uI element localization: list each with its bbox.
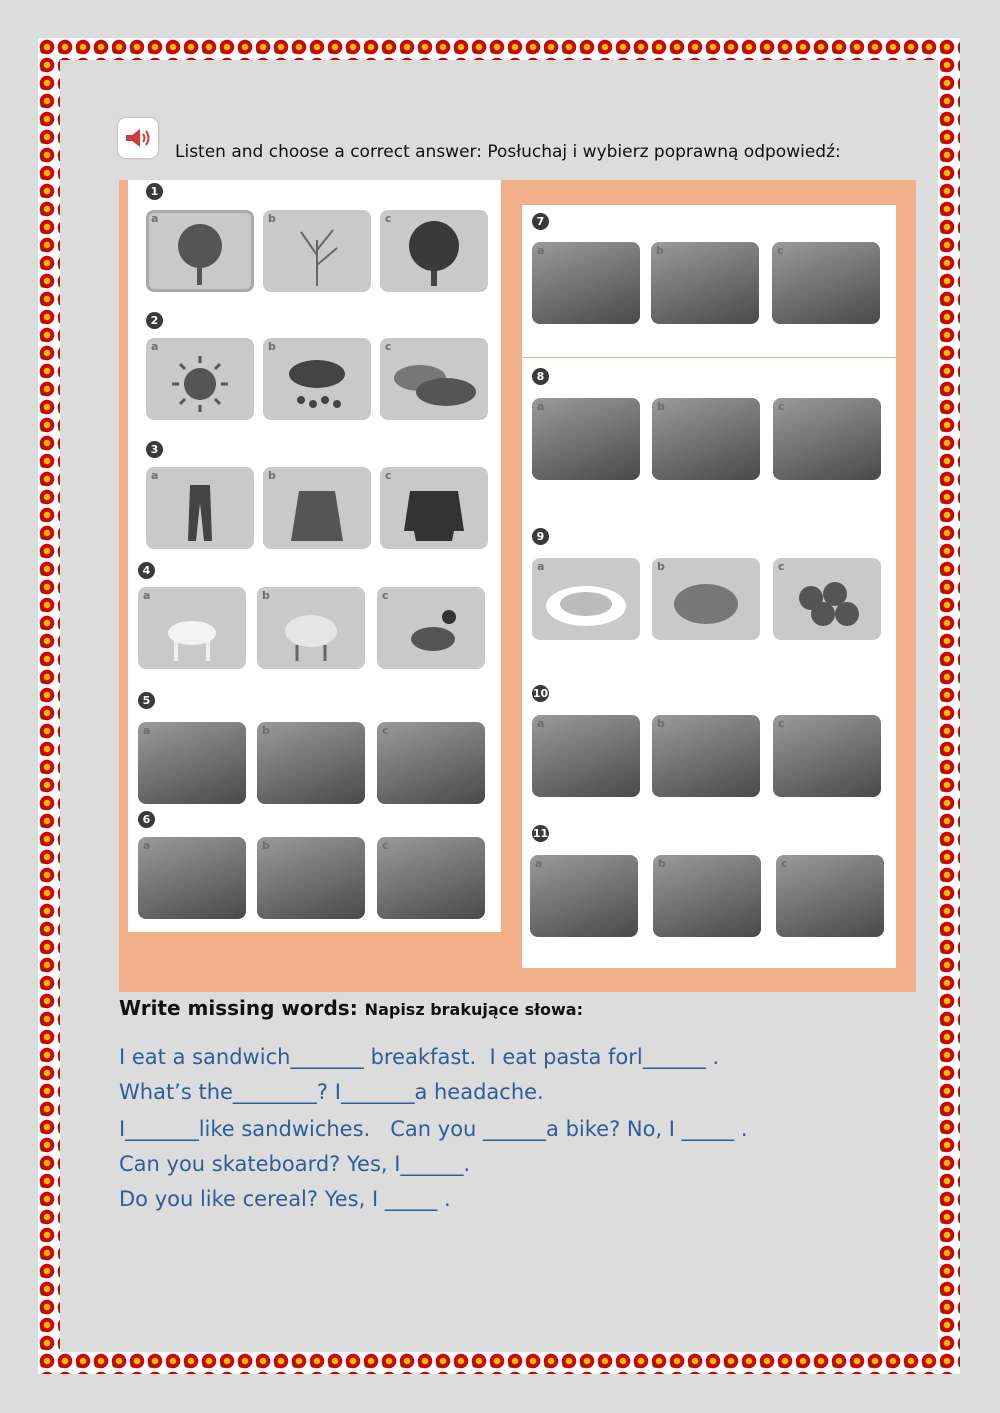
option-tree-autumn[interactable] <box>146 210 254 292</box>
option-desk[interactable] <box>772 242 880 324</box>
option-castle[interactable] <box>257 722 365 804</box>
meatballs-icon <box>773 558 881 640</box>
tree-summer-icon <box>380 210 488 292</box>
rain-icon <box>263 338 371 420</box>
question-number: 9 <box>532 528 549 545</box>
option-letter: a <box>143 724 151 737</box>
option-letter: c <box>385 340 392 353</box>
option-letter: a <box>143 839 151 852</box>
option-letter: b <box>268 340 276 353</box>
question-number: 8 <box>532 368 549 385</box>
option-chicken[interactable] <box>652 558 760 640</box>
sun-icon <box>146 338 254 420</box>
option-jumper[interactable] <box>380 467 488 549</box>
question-number: 11 <box>532 827 549 840</box>
sheep-icon <box>257 587 365 669</box>
option-letter: b <box>262 839 270 852</box>
option-water-slides[interactable] <box>652 715 760 797</box>
questions-panel-left <box>128 180 501 932</box>
option-letter: c <box>778 560 785 573</box>
option-clouds[interactable] <box>380 338 488 420</box>
option-dining-room[interactable] <box>138 837 246 919</box>
section-title <box>119 996 583 1020</box>
option-letter: a <box>151 469 159 482</box>
option-letter: b <box>657 717 665 730</box>
option-letter: b <box>657 400 665 413</box>
option-yawning[interactable] <box>773 398 881 480</box>
option-letter: c <box>385 469 392 482</box>
option-letter: b <box>658 857 666 870</box>
option-cupboard[interactable] <box>532 242 640 324</box>
option-park[interactable] <box>532 715 640 797</box>
option-letter: c <box>382 839 389 852</box>
question-number: 1 <box>146 183 163 200</box>
option-letter: a <box>537 244 545 257</box>
option-rain[interactable] <box>263 338 371 420</box>
speaker-button[interactable] <box>118 118 158 158</box>
question-number: 5 <box>138 692 155 709</box>
option-letter: a <box>151 340 159 353</box>
section-title-en: Write missing words: <box>119 996 358 1020</box>
flower-border-top <box>38 38 960 60</box>
option-letter: c <box>781 857 788 870</box>
option-shelf[interactable] <box>651 242 759 324</box>
option-kitchen[interactable] <box>257 837 365 919</box>
tree-bare-icon <box>263 210 371 292</box>
option-letter: c <box>778 400 785 413</box>
question-number: 6 <box>138 811 155 828</box>
question-number: 4 <box>138 562 155 579</box>
option-trousers[interactable] <box>146 467 254 549</box>
option-sun[interactable] <box>146 338 254 420</box>
option-bathroom[interactable] <box>377 837 485 919</box>
option-pasta[interactable] <box>532 558 640 640</box>
goat-icon <box>138 587 246 669</box>
question-number: 3 <box>146 441 163 458</box>
option-letter: a <box>537 400 545 413</box>
option-letter: c <box>382 724 389 737</box>
speaker-icon <box>123 126 153 150</box>
duck-icon <box>377 587 485 669</box>
option-walking-to-school[interactable] <box>776 855 884 937</box>
section-title-pl: Napisz brakujące słowa: <box>364 1000 583 1019</box>
pasta-icon <box>532 558 640 640</box>
flower-border-left <box>38 38 60 1374</box>
option-goat[interactable] <box>138 587 246 669</box>
option-letter: c <box>382 589 389 602</box>
option-letter: b <box>262 724 270 737</box>
option-letter: a <box>537 560 545 573</box>
option-tree-summer[interactable] <box>380 210 488 292</box>
option-coat[interactable] <box>263 467 371 549</box>
option-sheep[interactable] <box>257 587 365 669</box>
option-letter: a <box>143 589 151 602</box>
question-number: 10 <box>532 687 549 700</box>
question-number: 7 <box>532 213 549 230</box>
sentence-2: What’s the________? I_______a headache. <box>119 1080 544 1104</box>
chicken-icon <box>652 558 760 640</box>
instruction-text: Listen and choose a correct answer: Posłuchaj i wybierz poprawną odpowiedź: <box>175 142 841 162</box>
sentence-1: I eat a sandwich_______ breakfast. I eat pasta forl______ . <box>119 1045 720 1069</box>
coat-icon <box>263 467 371 549</box>
sentence-4: Can you skateboard? Yes, I______. <box>119 1152 471 1176</box>
option-gym[interactable] <box>773 715 881 797</box>
option-roller-skating[interactable] <box>653 855 761 937</box>
option-letter: c <box>385 212 392 225</box>
option-treehouse[interactable] <box>377 722 485 804</box>
option-eating[interactable] <box>532 398 640 480</box>
flower-border-right <box>938 38 960 1374</box>
option-cottage[interactable] <box>138 722 246 804</box>
sentence-5: Do you like cereal? Yes, I _____ . <box>119 1187 451 1211</box>
option-letter: c <box>777 244 784 257</box>
trousers-icon <box>146 467 254 549</box>
option-cycling[interactable] <box>530 855 638 937</box>
option-letter: b <box>657 560 665 573</box>
option-letter: c <box>778 717 785 730</box>
option-drinking[interactable] <box>652 398 760 480</box>
sentence-3: I_______like sandwiches. Can you ______a bike? No, I _____ . <box>119 1117 748 1141</box>
option-tree-bare[interactable] <box>263 210 371 292</box>
question-number: 2 <box>146 312 163 329</box>
option-letter: b <box>262 589 270 602</box>
flower-border-bottom <box>38 1352 960 1374</box>
option-letter: b <box>268 212 276 225</box>
option-meatballs[interactable] <box>773 558 881 640</box>
option-letter: a <box>151 212 159 225</box>
option-letter: b <box>268 469 276 482</box>
option-letter: a <box>537 717 545 730</box>
clouds-icon <box>380 338 488 420</box>
option-duck[interactable] <box>377 587 485 669</box>
tree-autumn-icon <box>146 210 254 292</box>
option-letter: a <box>535 857 543 870</box>
jumper-icon <box>380 467 488 549</box>
option-letter: b <box>656 244 664 257</box>
